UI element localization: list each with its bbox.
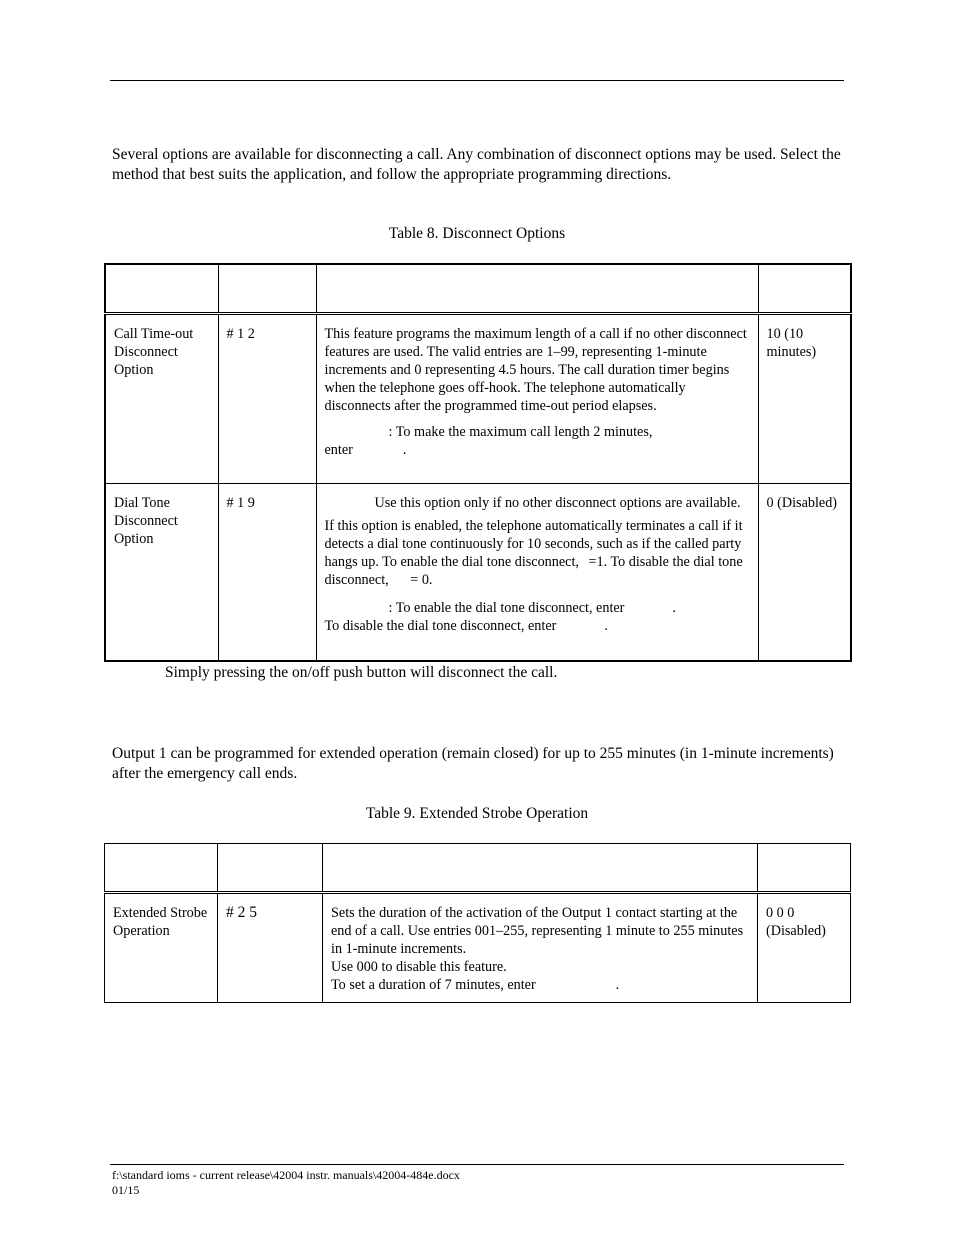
feature-name: Extended Strobe Operation <box>113 905 208 939</box>
output-paragraph: Output 1 can be programmed for extended operation (remain closed) for up to 255 minutes (in 1-minute increments) after the emergency call ends. <box>112 745 834 782</box>
feature-code: # 1 9 <box>226 495 255 511</box>
table8-header-description <box>316 264 758 314</box>
table8-header-code <box>218 264 316 314</box>
enable-value: =1. <box>588 554 608 570</box>
table-row <box>105 484 851 661</box>
table9-header-row <box>105 844 851 893</box>
footer-path: f:\standard ioms - current release\42004 instr. manuals\42004-484e.docx <box>112 1168 460 1182</box>
table9-header-description <box>323 844 758 893</box>
feature-name: Dial Tone Disconnect Option <box>114 495 178 547</box>
table-row <box>105 314 851 484</box>
footer-rule <box>110 1164 844 1165</box>
table9-caption: Table 9. Extended Strobe Operation <box>365 805 589 822</box>
default-value: 0 0 0 (Disabled) <box>766 905 826 939</box>
table8-header-default <box>758 264 851 314</box>
example-end: . <box>604 618 608 634</box>
example-text: : To enable the dial tone disconnect, enter <box>388 600 625 616</box>
intro-paragraph: Several options are available for disconnecting a call. Any combination of disconnect options may be used. Select the method that best suits the application, and follow the appropriate programming directions. <box>112 146 841 183</box>
feature-description: If this option is enabled, the telephone automatically terminates a call if it detects a dial tone continuously for 10 seconds, such as if the called party hangs up. To enable the dial tone disconnect, <box>324 518 743 570</box>
example-end: . <box>402 442 407 458</box>
example-end: . <box>672 600 676 616</box>
example-enter: enter <box>324 442 353 458</box>
disable-text: To disable the dial tone disconnect, <box>324 554 743 588</box>
disable-value: = 0. <box>410 572 433 588</box>
table-row <box>105 893 851 1003</box>
example-disable: To disable the dial tone disconnect, enter <box>324 618 557 634</box>
example-text: : To make the maximum call length 2 minutes, <box>388 424 653 440</box>
feature-code: # 1 2 <box>226 326 255 342</box>
feature-code: # 2 5 <box>226 904 257 921</box>
feature-description: Sets the duration of the activation of the Output 1 contact starting at the end of a call. Use entries 001–255, representing 1 minute to 255 minutes in 1-minute increments. <box>331 905 744 957</box>
feature-name: Call Time-out Disconnect Option <box>114 326 194 378</box>
note-text: Simply pressing the on/off push button will disconnect the call. <box>165 664 558 681</box>
disconnect-options-table <box>104 263 852 662</box>
table9-header-feature <box>105 844 218 893</box>
default-value: 10 (10 minutes) <box>766 326 817 360</box>
feature-caution: Use this option only if no other disconnect options are available. <box>374 495 741 511</box>
table9-header-default <box>758 844 851 893</box>
extended-strobe-table <box>104 843 851 1003</box>
example-end: . <box>615 977 620 993</box>
example-text: To set a duration of 7 minutes, enter <box>331 977 536 993</box>
default-value: 0 (Disabled) <box>766 495 838 511</box>
table9-header-code <box>218 844 323 893</box>
table8-caption: Table 8. Disconnect Options <box>388 225 566 242</box>
disable-text: Use 000 to disable this feature. <box>331 959 507 975</box>
footer-date: 01/15 <box>112 1183 140 1197</box>
table8-header-feature <box>105 264 218 314</box>
table8-header-row <box>105 264 851 314</box>
feature-description: This feature programs the maximum length of a call if no other disconnect features are used. The valid entries are 1–99, representing 1-minute increments and 0 representing 4.5 hours. The call duration timer begins when the telephone goes off-hook. The telephone automatically disconnects after the programmed time-out period elapses. <box>324 326 747 414</box>
header-rule <box>110 80 844 81</box>
